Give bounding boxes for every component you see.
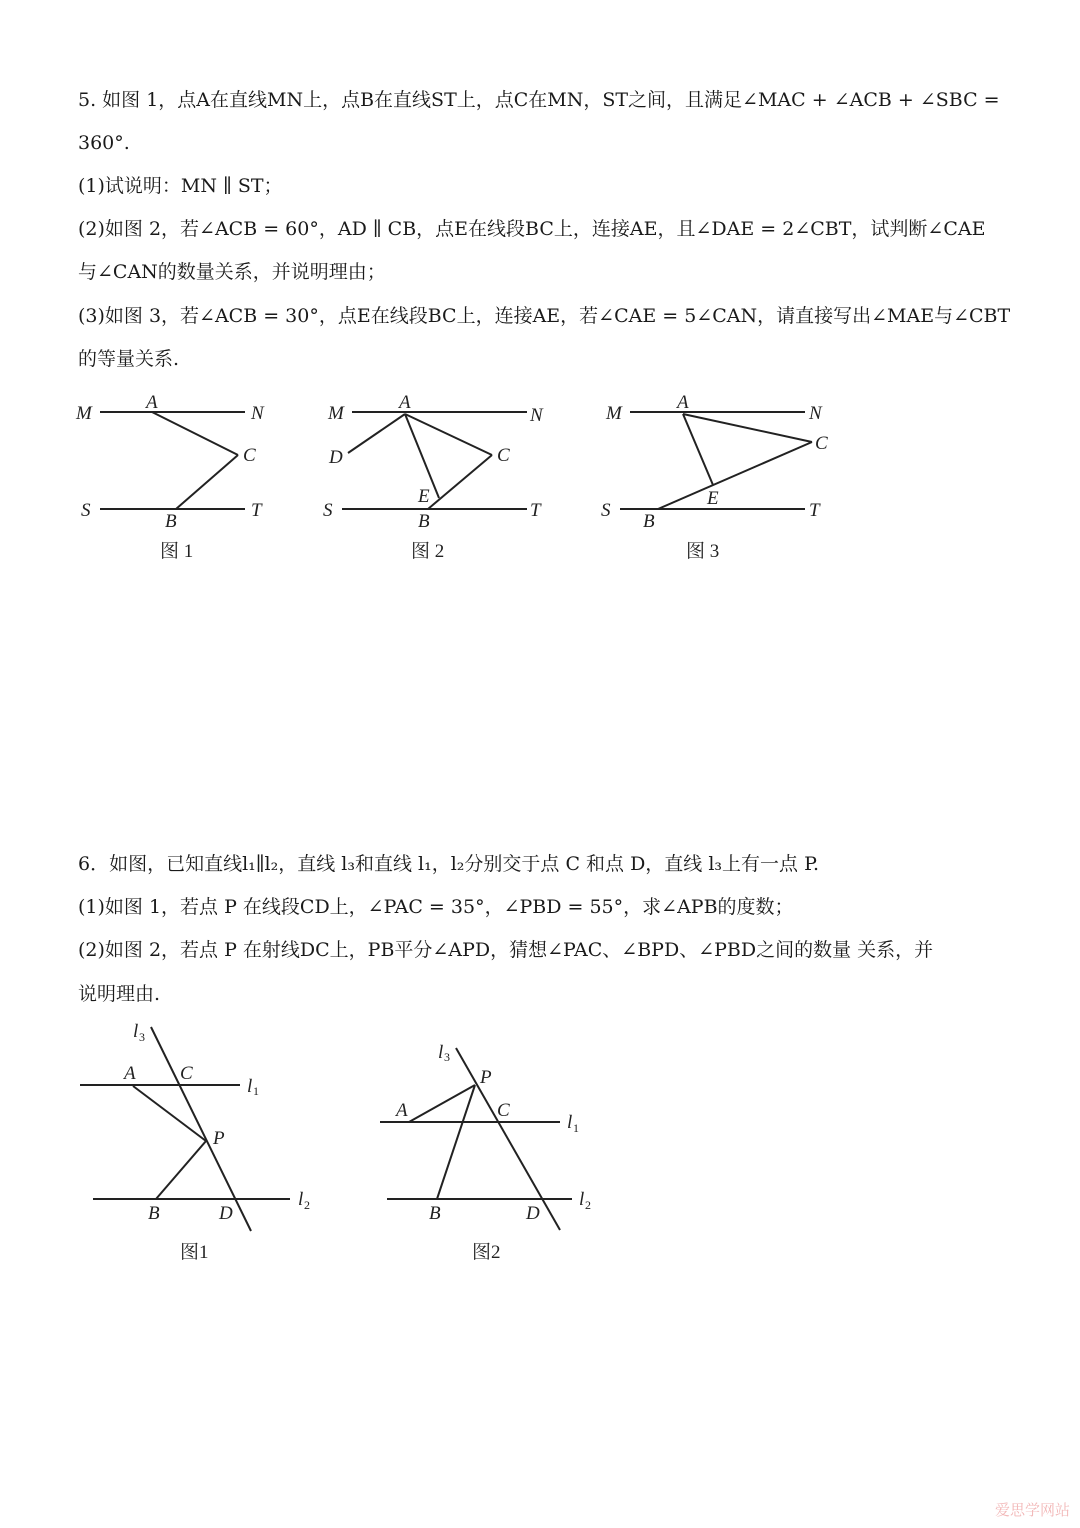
q6fig2-label-l3-sub: 3 bbox=[444, 1050, 450, 1064]
q5-line-2: 360°. bbox=[78, 132, 130, 154]
q6fig2-label-l1: l bbox=[567, 1112, 573, 1133]
fig3-label-a: A bbox=[677, 392, 689, 413]
q6fig1-seg-pb bbox=[156, 1141, 206, 1199]
q5-part1: (1)试说明：MN ∥ ST； bbox=[78, 175, 283, 197]
q6fig2-label-c: C bbox=[497, 1100, 510, 1121]
fig3-label-m: M bbox=[606, 403, 622, 424]
fig2-label-c: C bbox=[497, 445, 510, 466]
fig1-seg-cb bbox=[176, 455, 238, 509]
fig2-label-e: E bbox=[418, 486, 430, 507]
q6fig2-label-l3: l bbox=[438, 1042, 444, 1063]
q6-part1: (1)如图 1，若点 P 在线段CD上，∠PAC = 35°，∠PBD = 55°，求∠APB的度数； bbox=[78, 896, 794, 918]
fig3-label-b: B bbox=[643, 511, 655, 532]
q6fig2-label-p: P bbox=[480, 1067, 492, 1088]
q5-line-1: 5. 如图 1，点A在直线MN上，点B在直线ST上，点C在MN，ST之间，且满足∠MAC + ∠ACB + ∠SBC = bbox=[78, 89, 1000, 111]
q6fig1-line-l3 bbox=[151, 1027, 251, 1231]
fig1-label-b: B bbox=[165, 511, 177, 532]
q6fig1-label-l1: l bbox=[247, 1076, 253, 1097]
fig1-label-t: T bbox=[251, 500, 262, 521]
fig1-label-n: N bbox=[251, 403, 264, 424]
q6fig2-line-l3 bbox=[456, 1048, 560, 1230]
fig1-label-s: S bbox=[81, 500, 91, 521]
q6fig1-label-p: P bbox=[213, 1128, 225, 1149]
fig3-seg-ae bbox=[683, 414, 713, 485]
q6fig2-caption: 图2 bbox=[472, 1242, 501, 1263]
q6fig2-label-l1-sub: 1 bbox=[573, 1121, 579, 1135]
fig3-label-n: N bbox=[809, 403, 822, 424]
fig2-label-m: M bbox=[328, 403, 344, 424]
fig3-seg-cb bbox=[658, 442, 812, 509]
q6fig1-label-d: D bbox=[219, 1203, 233, 1224]
q6fig1-label-b: B bbox=[148, 1203, 160, 1224]
fig2-seg-cb bbox=[428, 455, 492, 509]
fig1-label-a: A bbox=[146, 392, 158, 413]
q6fig1-label-l2: l bbox=[298, 1189, 304, 1210]
q5-part2-line1: (2)如图 2，若∠ACB = 60°，AD ∥ CB，点E在线段BC上，连接AE，且∠DAE = 2∠CBT，试判断∠CAE bbox=[78, 218, 986, 240]
q6fig1-seg-ap bbox=[133, 1086, 206, 1141]
q6-figures bbox=[0, 1015, 1080, 1275]
q5-part2-line2: 与∠CAN的数量关系，并说明理由； bbox=[78, 261, 386, 283]
q6fig1-label-a: A bbox=[124, 1063, 136, 1084]
fig2-label-t: T bbox=[530, 500, 541, 521]
watermark: 爱思学网站 bbox=[994, 1501, 1070, 1519]
q5-part3-line1: (3)如图 3，若∠ACB = 30°，点E在线段BC上，连接AE，若∠CAE = 5∠CAN，请直接写出∠MAE与∠CBT bbox=[78, 305, 1011, 327]
fig1-caption: 图 1 bbox=[160, 541, 194, 562]
q6-line-1: 6．如图，已知直线l₁∥l₂，直线 l₃和直线 l₁，l₂分别交于点 C 和点 D，直线 l₃上有一点 P. bbox=[78, 853, 820, 875]
q6-part2-line2: 说明理由. bbox=[78, 983, 161, 1005]
q6-part2-line1: (2)如图 2，若点 P 在射线DC上，PB平分∠APD，猜想∠PAC、∠BPD、∠PBD之间的数量 关系，并 bbox=[78, 939, 934, 961]
fig3-seg-ac bbox=[683, 414, 812, 442]
fig3-label-c: C bbox=[815, 433, 828, 454]
q6fig1-label-l2-sub: 2 bbox=[304, 1198, 310, 1212]
fig3-label-s: S bbox=[601, 500, 611, 521]
fig1-label-c: C bbox=[243, 445, 256, 466]
q6fig2-label-b: B bbox=[429, 1203, 441, 1224]
q6fig2-label-l2-sub: 2 bbox=[585, 1198, 591, 1212]
q6fig2-label-a: A bbox=[396, 1100, 408, 1121]
fig2-label-s: S bbox=[323, 500, 333, 521]
fig2-seg-ad bbox=[348, 414, 405, 453]
q6fig2-label-l2: l bbox=[579, 1189, 585, 1210]
q5-part3-line2: 的等量关系. bbox=[78, 348, 180, 370]
q6fig1-label-l3-sub: 3 bbox=[139, 1030, 145, 1044]
fig3-label-e: E bbox=[707, 488, 719, 509]
fig2-label-n: N bbox=[530, 405, 543, 426]
fig1-seg-ac bbox=[152, 412, 238, 455]
fig3-caption: 图 3 bbox=[686, 541, 720, 562]
fig2-caption: 图 2 bbox=[411, 541, 445, 562]
fig2-label-b: B bbox=[418, 511, 430, 532]
q6fig1-caption: 图1 bbox=[180, 1242, 209, 1263]
q6fig2-label-d: D bbox=[526, 1203, 540, 1224]
fig2-label-a: A bbox=[399, 392, 411, 413]
fig2-label-d: D bbox=[329, 447, 343, 468]
q6fig1-label-c: C bbox=[180, 1063, 193, 1084]
q6fig1-label-l3: l bbox=[133, 1021, 139, 1042]
fig3-label-t: T bbox=[809, 500, 820, 521]
fig1-label-m: M bbox=[76, 403, 92, 424]
q6fig1-label-l1-sub: 1 bbox=[253, 1084, 259, 1098]
q5-figures bbox=[0, 380, 1080, 580]
